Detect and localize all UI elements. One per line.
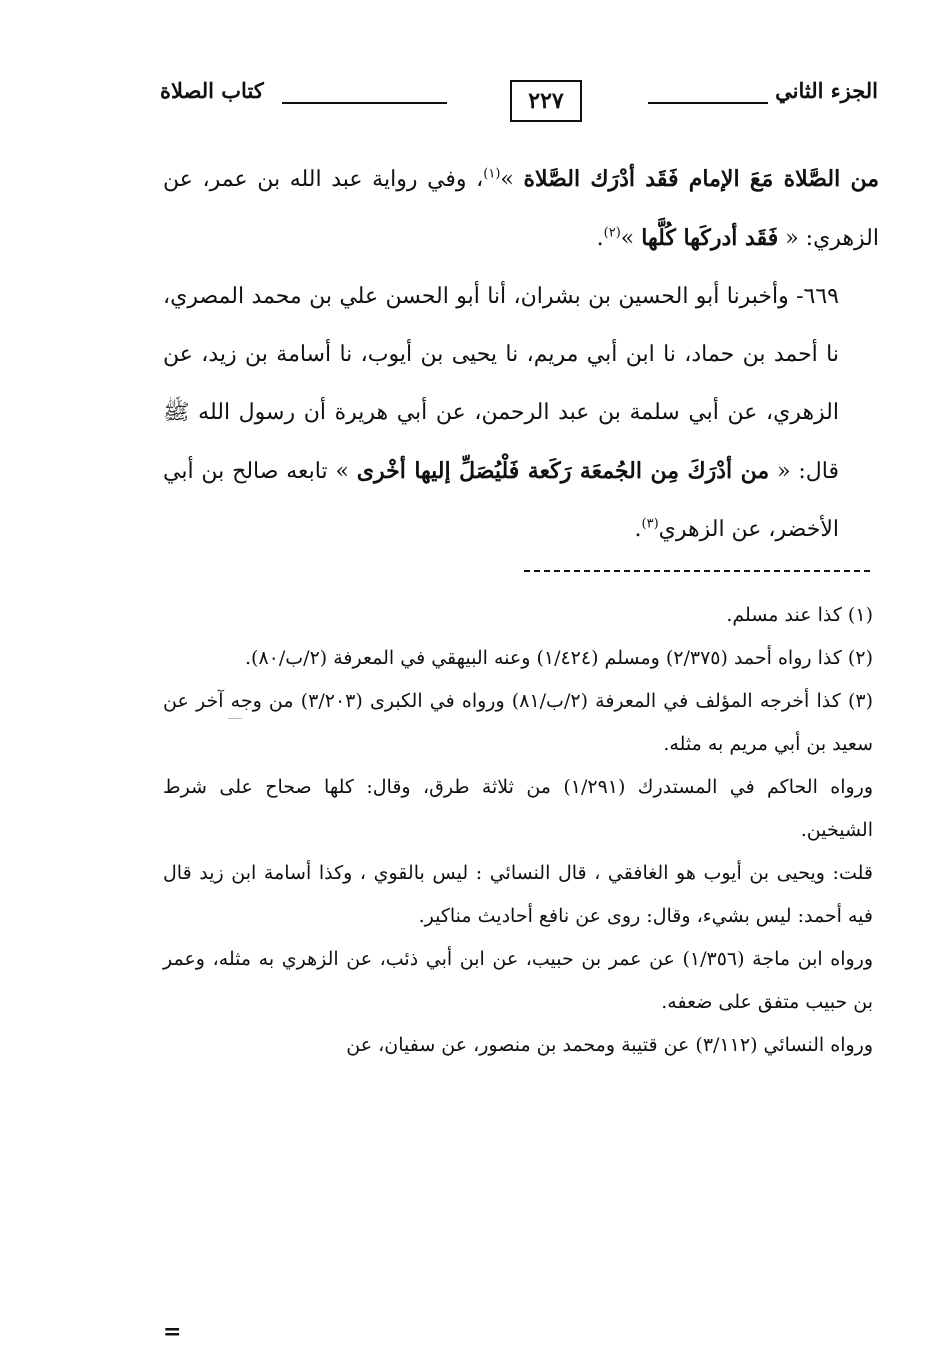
footnote-ref-3: (٣)	[641, 516, 659, 532]
paragraph-1-end: .	[596, 226, 604, 251]
hadith-669-isnad: ٦٦٩- وأخبرنا أبو الحسين بن بشران، أنا أبو الحسن علي بن محمد المصري، نا أحمد بن حماد، نا ابن أبي مريم، نا يحيى بن أيوب، نا أسامة بن زيد، عن الزهري، عن أبي سلمة بن عبد الرحمن، عن أبي هريرة أن رسول الله ﷺ قال: «	[163, 284, 839, 484]
page-number-box: ٢٢٧	[510, 80, 582, 122]
footnote-3: (٣) كذا أخرجه المؤلف في المعرفة (٢/ب/٨١) ورواه في الكبرى (٣/٢٠٣) من وجه آخر عن سعيد بن أبي مريم به مثله.	[163, 690, 874, 755]
footnote-separator	[524, 570, 870, 572]
volume-label: الجزء الثاني	[775, 78, 878, 103]
footnote-ref-2: (٢)	[603, 225, 621, 241]
header-rule-left	[282, 102, 447, 104]
paragraph-2-end: .	[634, 517, 642, 542]
chapter-title: كتاب الصلاة	[160, 78, 264, 103]
hadith-quote-1: من الصَّلاة مَعَ الإمام فَقَد أدْرَك الصَّلاة	[523, 166, 880, 192]
footnote-2: (٢) كذا رواه أحمد (٢/٣٧٥) ومسلم (١/٤٢٤) وعنه البيهقي في المعرفة (٢/ب/٨٠).	[244, 647, 873, 669]
hadith-669-tail: » تابعه صالح بن أبي الأخضر، عن الزهري	[163, 459, 839, 542]
quote-close: »	[620, 226, 635, 251]
paragraph-2	[163, 268, 879, 559]
main-text	[163, 150, 879, 559]
footnote-3-nasai: ورواه النسائي (٣/١١٢) عن قتيبة ومحمد بن منصور، عن سفيان، عن	[346, 1034, 873, 1056]
continuation-mark: =	[163, 1319, 182, 1345]
footnote-1: (١) كذا عند مسلم.	[726, 604, 873, 626]
footnote-3-note: قلت: ويحيى بن أيوب هو الغافقي ، قال النسائي : ليس بالقوي ، وكذا أسامة ابن زيد قال فيه أحمد: ليس بشيء، وقال: روى عن نافع أحاديث مناكير.	[163, 862, 873, 927]
header-rule-right	[648, 102, 768, 104]
footnote-ref-1: (١)	[483, 166, 501, 182]
footnotes	[163, 594, 873, 1067]
footnote-3-ibn-majah: ورواه ابن ماجة (١/٣٥٦) عن عمر بن حبيب، عن ابن أبي ذئب، عن الزهري به مثله، وعمر بن حبيب متفق على ضعفه.	[163, 948, 874, 1013]
paragraph-1-text: ، وفي رواية عبد الله بن عمر، عن الزهري: «	[163, 167, 879, 251]
paragraph-1: من الصَّلاة مَعَ الإمام فَقَد أدْرَك الصَّلاة »$^{(١)}$، وفي رواية عبد الله بن عمر، عن الزهري: « فَقَد أدركَها كُلَّها »$^{(٢)}$.	[163, 166, 880, 251]
hadith-quote-3: من أدْرَكَ مِن الجُمعَة رَكَعة فَلْيُصَلِّ إليها أخْرى	[356, 458, 770, 484]
footnote-3-continued: ورواه الحاكم في المستدرك (١/٢٩١) من ثلاثة طرق، وقال: كلها صحاح على شرط الشيخين.	[163, 776, 873, 841]
running-header	[160, 68, 878, 126]
hadith-quote-2: فَقَد أدركَها كُلَّها	[641, 225, 779, 251]
